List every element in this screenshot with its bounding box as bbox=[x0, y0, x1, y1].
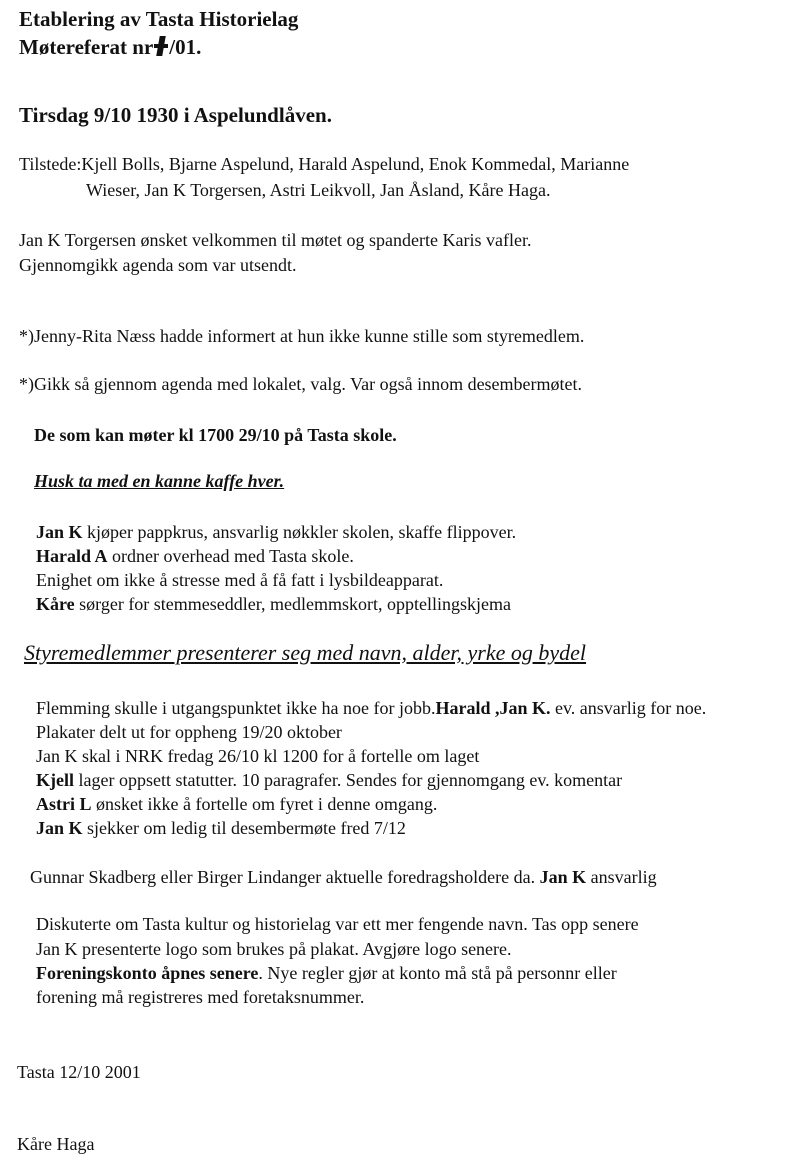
item-6 bbox=[36, 817, 406, 839]
item-5-text: ønsket ikke å fortelle om fyret i denne omgang. bbox=[91, 794, 438, 814]
coffee-reminder: Husk ta med en kanne kaffe hver. bbox=[34, 471, 285, 491]
item-5 bbox=[36, 793, 437, 815]
item-1 bbox=[36, 697, 706, 719]
discussion-line-3 bbox=[36, 962, 617, 984]
item-5-name: Astri L bbox=[36, 794, 92, 814]
section-heading-board-members: Styremedlemmer presenterer seg med navn, alder, yrke og bydel bbox=[24, 640, 587, 665]
overwritten-digit-mark bbox=[154, 36, 168, 56]
item-6-text: sjekker om ledig til desembermøte fred 7/12 bbox=[82, 818, 406, 838]
account-note-bold: Foreningskonto åpnes senere bbox=[36, 963, 259, 983]
item-1-tail: ev. ansvarlig for noe. bbox=[550, 698, 707, 718]
signature-name: Kåre Haga bbox=[17, 1134, 95, 1154]
task-1-text: kjøper pappkrus, ansvarlig nøkkler skolen, skaffe flippover. bbox=[82, 522, 517, 542]
minutes-prefix: Møtereferat nr bbox=[19, 35, 154, 59]
note-2: *)Gikk så gjennom agenda med lokalet, valg. Var også innom desembermøtet. bbox=[19, 374, 583, 394]
minutes-suffix: /01. bbox=[169, 35, 202, 59]
item-1-text: Flemming skulle i utgangspunktet ikke ha noe for jobb. bbox=[36, 698, 436, 718]
task-1 bbox=[36, 521, 516, 543]
task-4 bbox=[36, 593, 511, 615]
place-date: Tasta 12/10 2001 bbox=[17, 1062, 141, 1082]
item-4 bbox=[36, 769, 622, 791]
speakers-responsible-name: Jan K bbox=[539, 867, 587, 887]
discussion-line-4: forening må registreres med foretaksnummer. bbox=[36, 987, 365, 1007]
attendees-line-1: Tilstede:Kjell Bolls, Bjarne Aspelund, Harald Aspelund, Enok Kommedal, Marianne bbox=[19, 154, 630, 174]
speakers-line bbox=[30, 866, 657, 888]
attendees-line-2: Wieser, Jan K Torgersen, Astri Leikvoll, Jan Åsland, Kåre Haga. bbox=[86, 180, 551, 200]
account-note-text: . Nye regler gjør at konto må stå på personnr eller bbox=[258, 963, 617, 983]
task-1-name: Jan K bbox=[36, 522, 83, 542]
document-title: Etablering av Tasta Historielag bbox=[19, 7, 299, 31]
meeting-date-line: Tirsdag 9/10 1930 i Aspelundlåven. bbox=[19, 103, 332, 127]
task-2-name: Harald A bbox=[36, 546, 108, 566]
item-4-name: Kjell bbox=[36, 770, 74, 790]
task-4-name: Kåre bbox=[36, 594, 75, 614]
discussion-line-1: Diskuterte om Tasta kultur og historielag var ett mer fengende navn. Tas opp senere bbox=[36, 914, 639, 934]
item-3: Jan K skal i NRK fredag 26/10 kl 1200 for å fortelle om laget bbox=[36, 746, 480, 766]
item-2: Plakater delt ut for oppheng 19/20 oktober bbox=[36, 722, 342, 742]
item-4-text: lager oppsett statutter. 10 paragrafer. Sendes for gjennomgang ev. komentar bbox=[74, 770, 623, 790]
speakers-text: Gunnar Skadberg eller Birger Lindanger aktuelle foredragsholdere da. bbox=[30, 867, 540, 887]
next-meeting-line: De som kan møter kl 1700 29/10 på Tasta skole. bbox=[34, 425, 397, 445]
item-6-name: Jan K bbox=[36, 818, 83, 838]
task-2 bbox=[36, 545, 354, 567]
task-2-text: ordner overhead med Tasta skole. bbox=[107, 546, 354, 566]
minutes-number bbox=[19, 34, 201, 60]
item-1-names: Harald ,Jan K. bbox=[435, 698, 551, 718]
discussion-line-2: Jan K presenterte logo som brukes på plakat. Avgjøre logo senere. bbox=[36, 939, 512, 959]
note-1: *)Jenny-Rita Næss hadde informert at hun ikke kunne stille som styremedlem. bbox=[19, 326, 585, 346]
speakers-tail: ansvarlig bbox=[586, 867, 657, 887]
intro-line-1: Jan K Torgersen ønsket velkommen til møtet og spanderte Karis vafler. bbox=[19, 230, 532, 250]
task-4-text: sørger for stemmeseddler, medlemmskort, opptellingskjema bbox=[74, 594, 512, 614]
intro-line-2: Gjennomgikk agenda som var utsendt. bbox=[19, 255, 297, 275]
task-3: Enighet om ikke å stresse med å få fatt i lysbildeapparat. bbox=[36, 570, 444, 590]
